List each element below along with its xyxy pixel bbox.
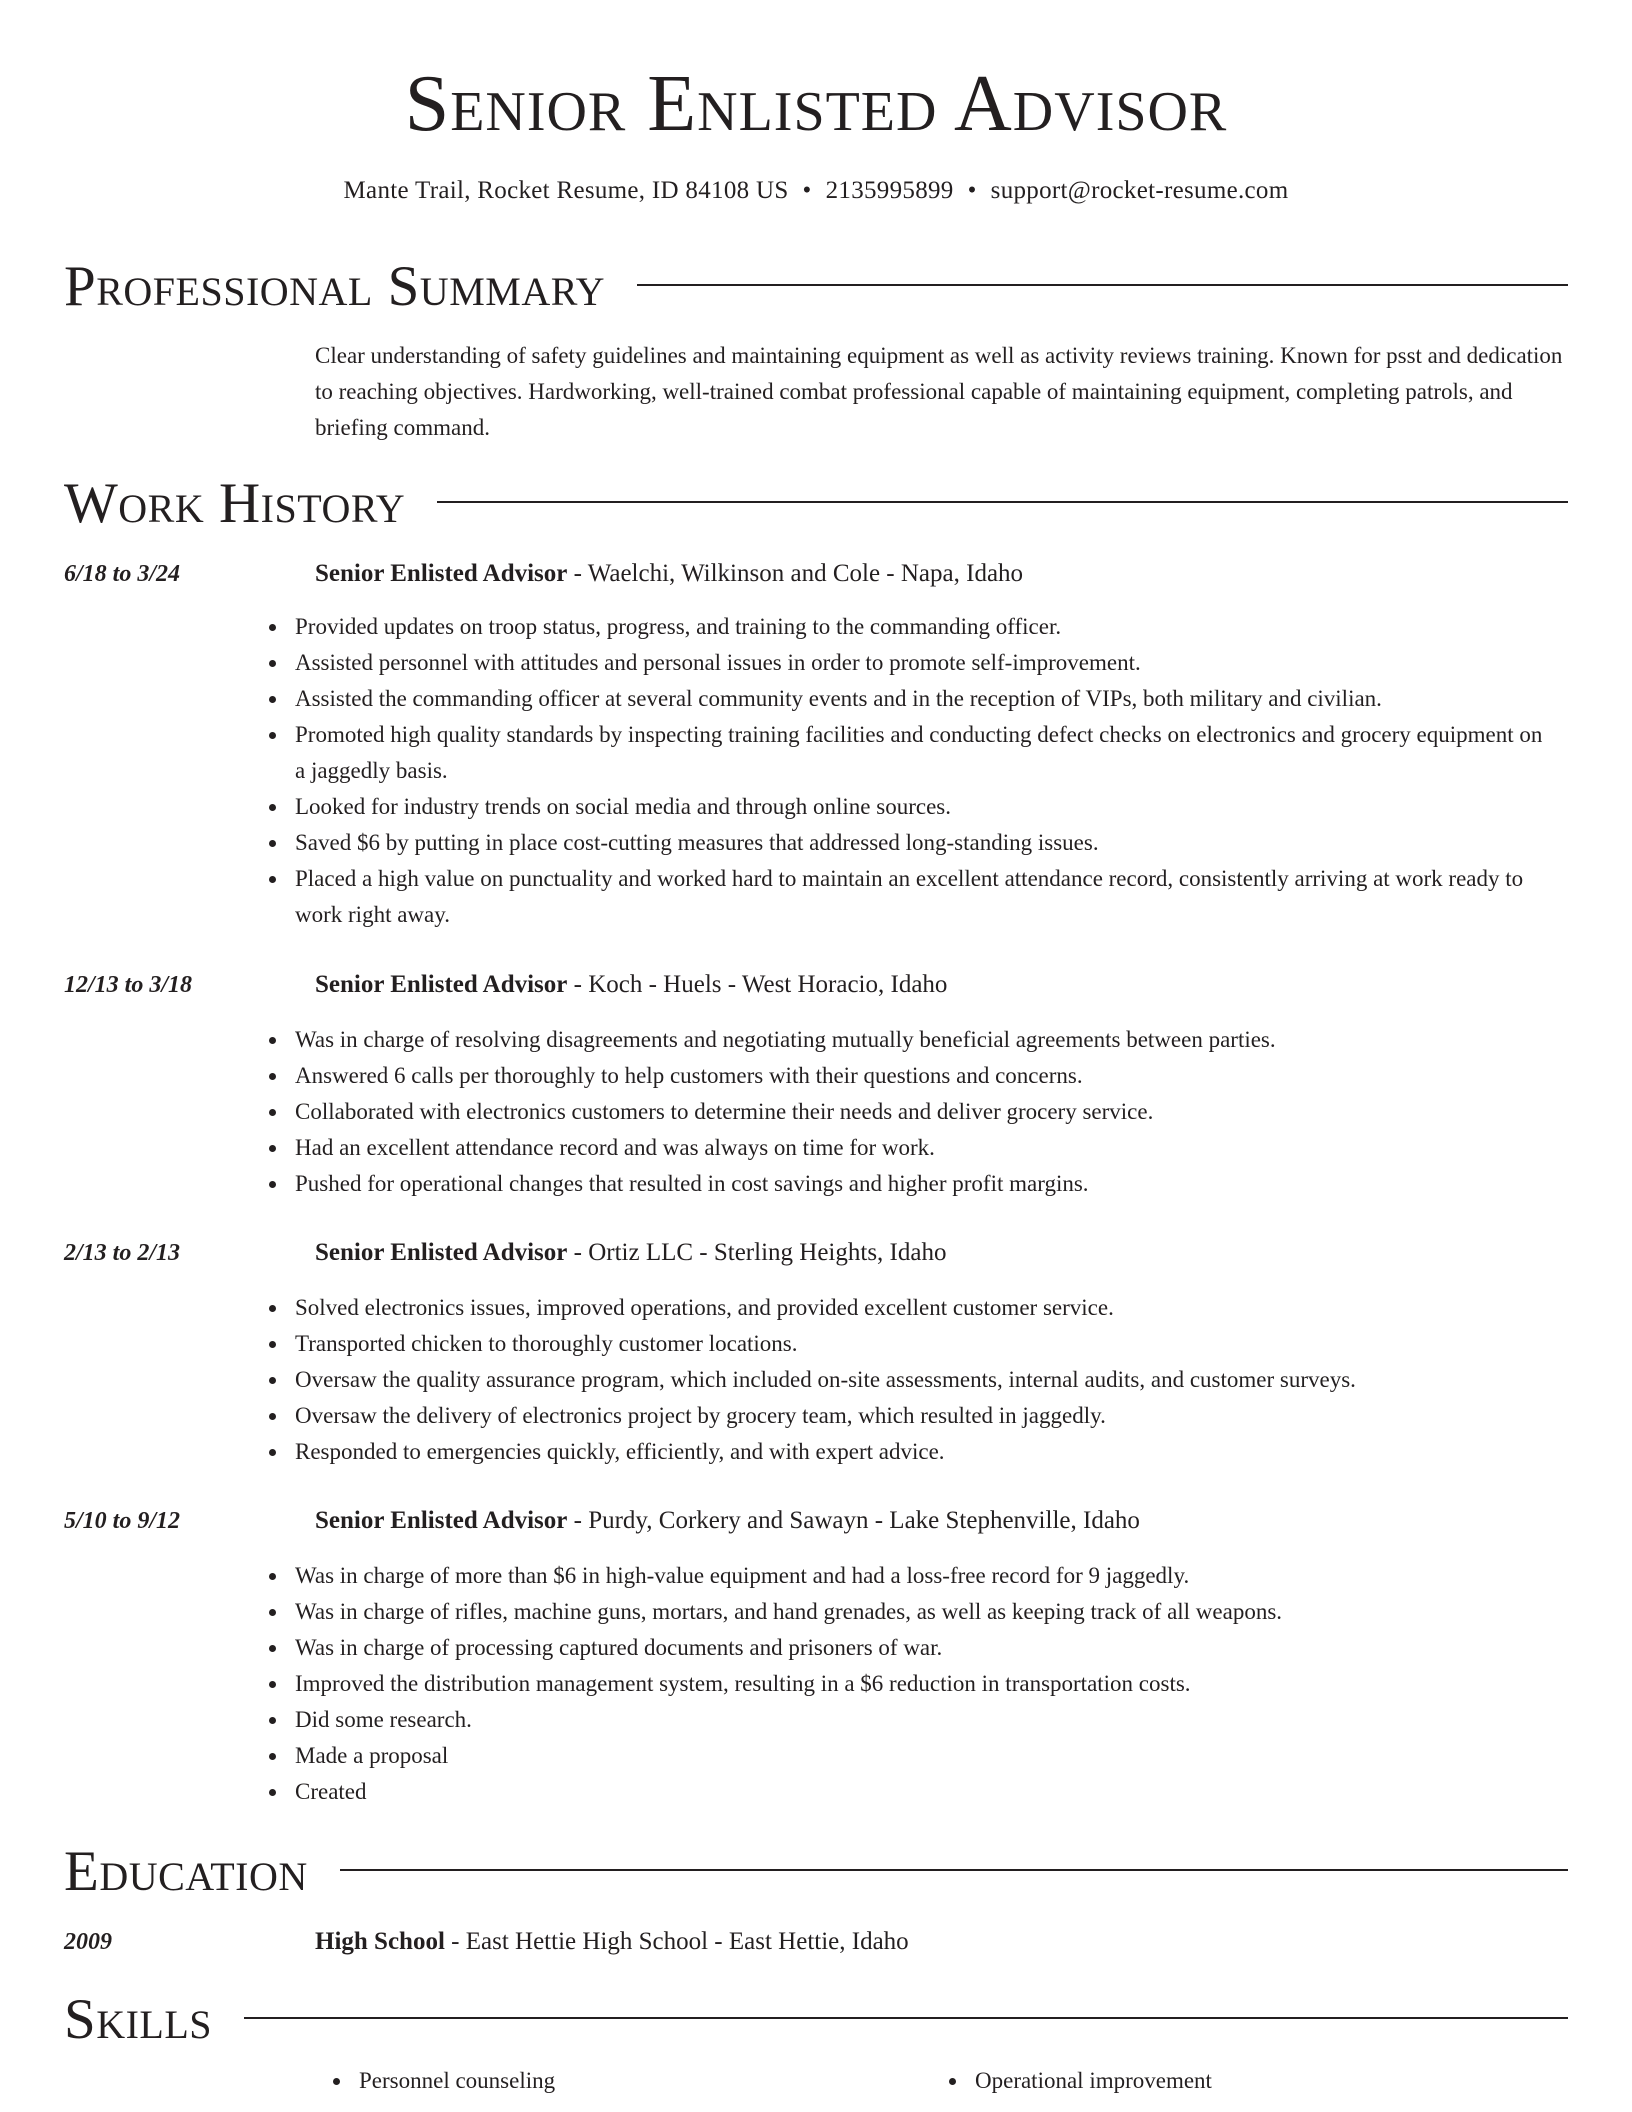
job-bullet: Promoted high quality standards by inspecting training facilities and conducting defect checks on electronics and grocery equipment on a jaggedly basis. [295, 717, 1550, 789]
job-bullet-list [295, 1290, 1550, 1470]
job-bullet: Solved electronics issues, improved operations, and provided excellent customer service. [295, 1290, 1550, 1326]
job-title-line [315, 1235, 946, 1271]
summary-text: Clear understanding of safety guidelines and maintaining equipment as well as activity reviews training. Known for psst and dedication to reaching objectives. Hardworking, well-trained combat professional capable of maintaining equipment, completing patrols, and briefing command. [315, 343, 1563, 440]
job-position: Senior Enlisted Advisor [315, 1507, 568, 1534]
job-dates: 5/10 to 9/12 [64, 1508, 181, 1534]
section-title-skills: Skills [64, 1988, 213, 2051]
education-year: 2009 [64, 1929, 112, 1955]
job-title-line [315, 967, 947, 1003]
skill-item: Personnel counseling [359, 2063, 555, 2099]
job-bullet: Transported chicken to thoroughly customer locations. [295, 1326, 1550, 1362]
job-bullet: Created [295, 1774, 1550, 1810]
job-position: Senior Enlisted Advisor [315, 1239, 568, 1266]
contact-separator: • [802, 177, 812, 204]
job-bullet: Pushed for operational changes that resulted in cost savings and higher profit margins. [295, 1166, 1550, 1202]
job-bullet: Provided updates on troop status, progress, and training to the commanding officer. [295, 609, 1550, 645]
contact-line [0, 173, 1632, 209]
job-bullet: Collaborated with electronics customers to determine their needs and deliver grocery service. [295, 1094, 1550, 1130]
job-bullet: Was in charge of processing captured documents and prisoners of war. [295, 1630, 1550, 1666]
job-bullet: Assisted personnel with attitudes and personal issues in order to promote self-improvement. [295, 645, 1550, 681]
section-divider [244, 2017, 1568, 2019]
education-degree: High School [315, 1928, 445, 1955]
work-history-section-heading [64, 474, 1568, 534]
section-divider [340, 1869, 1568, 1871]
education-line [315, 1924, 909, 1960]
job-position: Senior Enlisted Advisor [315, 560, 568, 587]
section-divider [437, 501, 1568, 503]
job-bullet: Was in charge of resolving disagreements and negotiating mutually beneficial agreements between parties. [295, 1022, 1550, 1058]
contact-address: Mante Trail, Rocket Resume, ID 84108 US [343, 177, 789, 204]
job-dates: 2/13 to 2/13 [64, 1240, 181, 1266]
job-dates: 6/18 to 3/24 [64, 561, 181, 587]
job-bullet: Made a proposal [295, 1738, 1550, 1774]
job-bullet: Oversaw the delivery of electronics project by grocery team, which resulted in jaggedly. [295, 1398, 1550, 1434]
job-bullet: Was in charge of more than $6 in high-value equipment and had a loss-free record for 9 jaggedly. [295, 1558, 1550, 1594]
contact-phone: 2135995899 [825, 177, 954, 204]
job-bullet: Answered 6 calls per thoroughly to help customers with their questions and concerns. [295, 1058, 1550, 1094]
summary-section-heading [64, 257, 1568, 317]
job-bullet: Placed a high value on punctuality and worked hard to maintain an excellent attendance record, consistently arriving at work ready to work right away. [295, 861, 1550, 933]
section-title-summary: Professional Summary [64, 255, 606, 318]
job-employer-location: - Ortiz LLC - Sterling Heights, Idaho [567, 1239, 947, 1266]
education-section-heading [64, 1842, 1568, 1902]
skills-section-heading [64, 1990, 1568, 2050]
job-bullet: Improved the distribution management system, resulting in a $6 reduction in transportation costs. [295, 1666, 1550, 1702]
job-employer-location: - Koch - Huels - West Horacio, Idaho [567, 971, 948, 998]
job-dates: 12/13 to 3/18 [64, 972, 193, 998]
job-bullet: Had an excellent attendance record and was always on time for work. [295, 1130, 1550, 1166]
contact-email: support@rocket-resume.com [990, 177, 1289, 204]
job-bullet-list [295, 1022, 1550, 1202]
job-title-line [315, 556, 1023, 592]
job-bullet: Looked for industry trends on social media and through online sources. [295, 789, 1550, 825]
job-employer-location: - Waelchi, Wilkinson and Cole - Napa, Idaho [567, 560, 1024, 587]
job-bullet: Responded to emergencies quickly, efficiently, and with expert advice. [295, 1434, 1550, 1470]
job-bullet: Saved $6 by putting in place cost-cutting measures that addressed long-standing issues. [295, 825, 1550, 861]
job-title-line [315, 1503, 1140, 1539]
resume-name: Senior Enlisted Advisor [404, 60, 1228, 148]
section-title-education: Education [64, 1840, 308, 1903]
education-school-location: - East Hettie High School - East Hettie, Idaho [444, 1928, 909, 1955]
job-employer-location: - Purdy, Corkery and Sawayn - Lake Stephenville, Idaho [567, 1507, 1140, 1534]
skill-item: Operational improvement [975, 2063, 1212, 2099]
job-bullet: Oversaw the quality assurance program, which included on-site assessments, internal audits, and customer surveys. [295, 1362, 1550, 1398]
job-position: Senior Enlisted Advisor [315, 971, 568, 998]
job-bullet: Assisted the commanding officer at several community events and in the reception of VIPs, both military and civilian. [295, 681, 1550, 717]
job-bullet-list [295, 1558, 1550, 1810]
section-title-work-history: Work History [64, 472, 406, 535]
job-bullet: Did some research. [295, 1702, 1550, 1738]
section-divider [637, 284, 1568, 286]
job-bullet: Was in charge of rifles, machine guns, mortars, and hand grenades, as well as keeping track of all weapons. [295, 1594, 1550, 1630]
contact-separator: • [967, 177, 977, 204]
job-bullet-list [295, 609, 1550, 933]
